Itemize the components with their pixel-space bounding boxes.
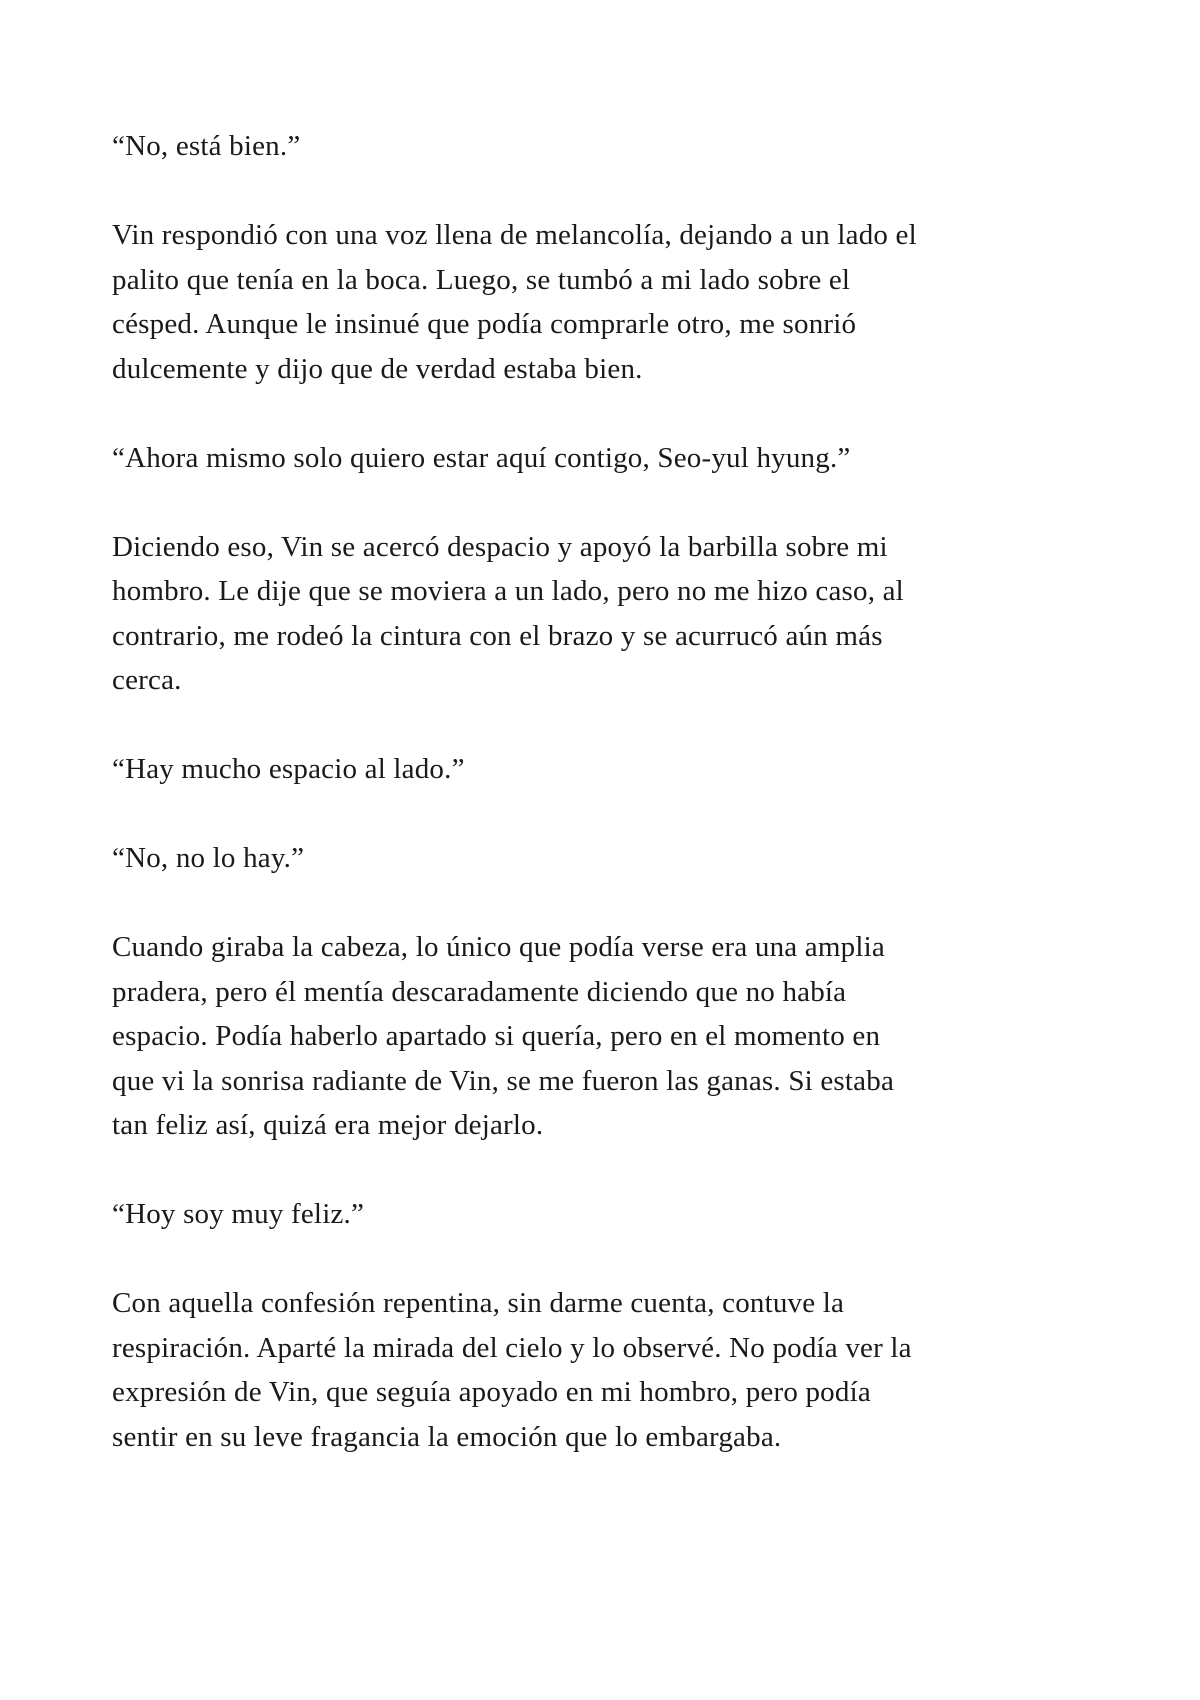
text-line: “Ahora mismo solo quiero estar aquí contigo, Seo-yul hyung.” <box>112 441 851 474</box>
narration-paragraph-3 <box>112 925 1092 1148</box>
dialogue-paragraph-4 <box>112 836 1092 881</box>
dialogue-paragraph-3 <box>112 747 1092 792</box>
narration-paragraph-1 <box>112 213 1092 391</box>
text-line: “No, no lo hay.” <box>112 842 305 874</box>
dialogue-paragraph-1 <box>112 124 1092 169</box>
dialogue-paragraph-5 <box>112 1192 1092 1237</box>
text-line: dulcemente y dijo que de verdad estaba bien. <box>112 352 643 385</box>
text-line: “No, está bien.” <box>112 130 301 162</box>
text-line: Cuando giraba la cabeza, lo único que podía verse era una amplia <box>112 931 885 963</box>
narration-paragraph-2 <box>112 525 1092 703</box>
text-line: cerca. <box>112 664 182 696</box>
dialogue-paragraph-2 <box>112 436 1092 481</box>
text-line: espacio. Podía haberlo apartado si quería, pero en el momento en <box>112 1020 881 1052</box>
text-line: sentir en su leve fragancia la emoción que lo embargaba. <box>112 1420 782 1453</box>
text-line: césped. Aunque le insinué que podía comprarle otro, me sonrió <box>112 308 857 340</box>
text-line: Diciendo eso, Vin se acercó despacio y apoyó la barbilla sobre mi <box>112 530 888 563</box>
text-line: respiración. Aparté la mirada del cielo y lo observé. No podía ver la <box>112 1331 912 1364</box>
document-page <box>112 124 1092 1504</box>
text-line: contrario, me rodeó la cintura con el brazo y se acurrucó aún más <box>112 619 883 652</box>
text-line: hombro. Le dije que se moviera a un lado, pero no me hizo caso, al <box>112 575 904 607</box>
text-line: palito que tenía en la boca. Luego, se tumbó a mi lado sobre el <box>112 263 851 296</box>
text-line: pradera, pero él mentía descaradamente diciendo que no había <box>112 975 847 1008</box>
text-line: “Hay mucho espacio al lado.” <box>112 753 465 785</box>
narration-paragraph-4 <box>112 1281 1092 1459</box>
text-line: “Hoy soy muy feliz.” <box>112 1198 365 1230</box>
text-line: que vi la sonrisa radiante de Vin, se me fueron las ganas. Si estaba <box>112 1064 895 1097</box>
text-line: tan feliz así, quizá era mejor dejarlo. <box>112 1109 544 1141</box>
text-line: Vin respondió con una voz llena de melancolía, dejando a un lado el <box>112 219 917 251</box>
text-line: Con aquella confesión repentina, sin darme cuenta, contuve la <box>112 1287 845 1319</box>
text-line: expresión de Vin, que seguía apoyado en mi hombro, pero podía <box>112 1376 871 1408</box>
